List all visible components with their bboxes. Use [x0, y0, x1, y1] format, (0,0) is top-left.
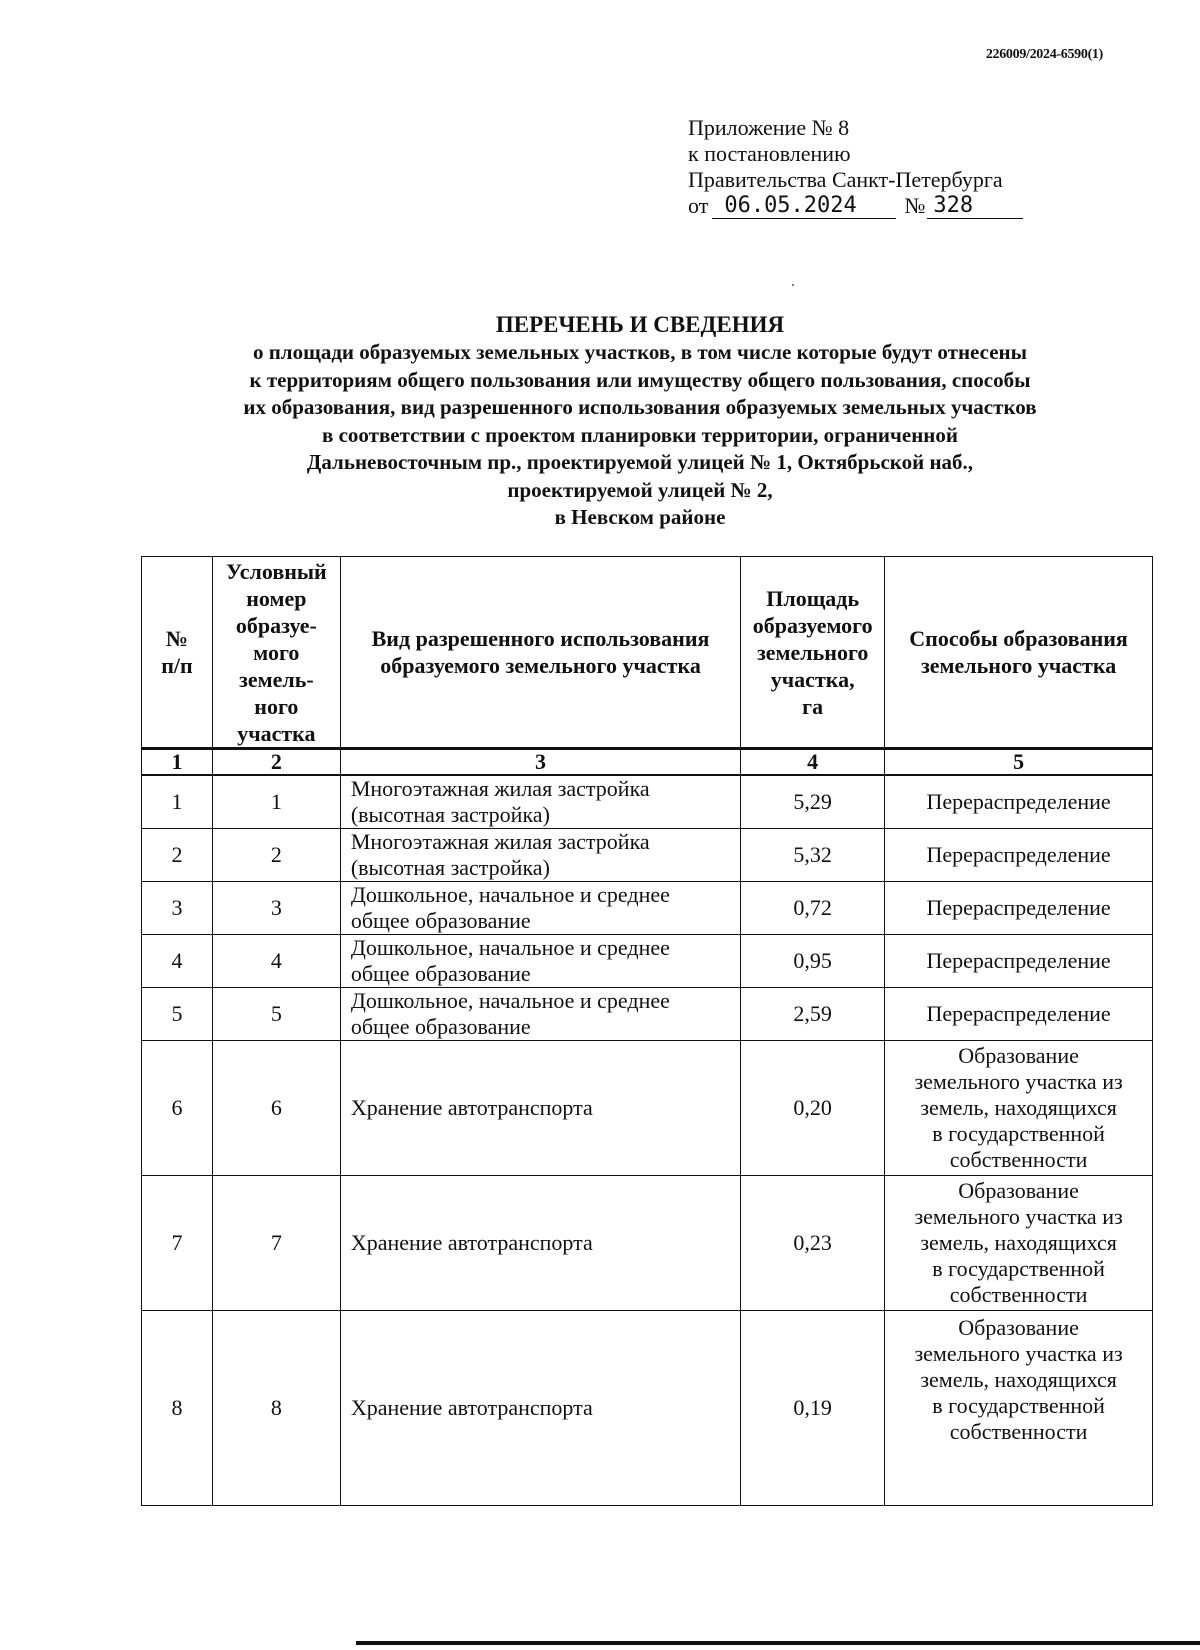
plot-area: 2,59 — [741, 988, 885, 1041]
column-number: 2 — [212, 749, 340, 776]
formation-method: Образование земельного участка из земель, находящихся в государственной собственности — [885, 1176, 1153, 1311]
table-row — [142, 988, 1153, 1041]
table-row — [142, 775, 1153, 829]
header-plot-id: Условный номер образуе- мого земель- ного участка — [212, 557, 340, 749]
formation-method: Образование земельного участка из земель, находящихся в государственной собственности — [885, 1311, 1153, 1506]
formation-method: Перераспределение — [885, 935, 1153, 988]
plot-area: 0,20 — [741, 1041, 885, 1176]
permitted-use: Дошкольное, начальное и среднее общее образование — [340, 882, 740, 935]
plot-id: 4 — [212, 935, 340, 988]
formation-method: Перераспределение — [885, 775, 1153, 829]
table-row — [142, 829, 1153, 882]
plot-area: 0,23 — [741, 1176, 885, 1311]
column-number: 1 — [142, 749, 213, 776]
table-row — [142, 882, 1153, 935]
formation-method: Перераспределение — [885, 829, 1153, 882]
plot-area: 0,19 — [741, 1311, 885, 1506]
column-number: 4 — [741, 749, 885, 776]
table-header-row — [142, 557, 1153, 749]
formation-method: Перераспределение — [885, 988, 1153, 1041]
scan-dot — [792, 284, 794, 286]
title-line: Дальневосточным пр., проектируемой улицей № 1, Октябрьской наб., — [306, 450, 974, 474]
permitted-use: Хранение автотранспорта — [340, 1311, 740, 1506]
row-number: 4 — [142, 935, 213, 988]
permitted-use: Многоэтажная жилая застройка (высотная застройка) — [340, 775, 740, 829]
title-line: в соответствии с проектом планировки территории, ограниченной — [322, 422, 958, 447]
from-label: от — [688, 193, 709, 218]
page-bottom-rule — [356, 1641, 1200, 1645]
plot-area: 5,29 — [741, 775, 885, 829]
appendix-government: Правительства Санкт-Петербурга — [688, 167, 1003, 192]
column-number: 3 — [340, 749, 740, 776]
document-title — [140, 311, 1140, 532]
plot-id: 8 — [212, 1311, 340, 1506]
plot-id: 7 — [212, 1176, 340, 1311]
header-formation-method: Способы образования земельного участка — [885, 557, 1153, 749]
table-row — [142, 935, 1153, 988]
row-number: 3 — [142, 882, 213, 935]
title-line: к территориям общего пользования или имуществу общего пользования, способы — [249, 367, 1031, 392]
header-area: Площадь образуемого земельного участка, га — [741, 557, 885, 749]
plot-id: 1 — [212, 775, 340, 829]
permitted-use: Многоэтажная жилая застройка (высотная застройка) — [340, 829, 740, 882]
formation-method: Перераспределение — [885, 882, 1153, 935]
resolution-date: 06.05.2024 — [712, 194, 896, 219]
permitted-use: Дошкольное, начальное и среднее общее образование — [340, 935, 740, 988]
column-number-row — [142, 749, 1153, 776]
title-line: о площади образуемых земельных участков, в том числе которые будут отнесены — [252, 340, 1028, 364]
plot-area: 5,32 — [741, 829, 885, 882]
title-line: в Невском районе — [554, 505, 726, 529]
row-number: 6 — [142, 1041, 213, 1176]
appendix-date-line — [688, 193, 1023, 219]
title-line: их образования, вид разрешенного использования образуемых земельных участков — [243, 395, 1037, 419]
appendix-block — [688, 115, 1023, 219]
resolution-number: 328 — [927, 194, 1023, 219]
row-number: 5 — [142, 988, 213, 1041]
number-label: № — [904, 193, 926, 218]
plot-area: 0,72 — [741, 882, 885, 935]
permitted-use: Хранение автотранспорта — [340, 1176, 740, 1311]
header-permitted-use: Вид разрешенного использования образуемого земельного участка — [340, 557, 740, 749]
plot-id: 2 — [212, 829, 340, 882]
appendix-to-resolution: к постановлению — [688, 141, 851, 166]
table-row — [142, 1041, 1153, 1176]
row-number: 7 — [142, 1176, 213, 1311]
plot-area: 0,95 — [741, 935, 885, 988]
header-row-number: № п/п — [142, 557, 213, 749]
permitted-use: Дошкольное, начальное и среднее общее образование — [340, 988, 740, 1041]
row-number: 2 — [142, 829, 213, 882]
document-registration-number: 226009/2024-6590(1) — [985, 47, 1103, 62]
land-plots-table — [141, 556, 1153, 1506]
column-number: 5 — [885, 749, 1153, 776]
formation-method: Образование земельного участка из земель, находящихся в государственной собственности — [885, 1041, 1153, 1176]
table-row — [142, 1311, 1153, 1506]
title-heading: ПЕРЕЧЕНЬ И СВЕДЕНИЯ — [495, 312, 785, 337]
row-number: 8 — [142, 1311, 213, 1506]
plot-id: 3 — [212, 882, 340, 935]
row-number: 1 — [142, 775, 213, 829]
title-line: проектируемой улицей № 2, — [507, 477, 773, 502]
appendix-number: Приложение № 8 — [688, 115, 850, 140]
permitted-use: Хранение автотранспорта — [340, 1041, 740, 1176]
plot-id: 5 — [212, 988, 340, 1041]
table-row — [142, 1176, 1153, 1311]
plot-id: 6 — [212, 1041, 340, 1176]
